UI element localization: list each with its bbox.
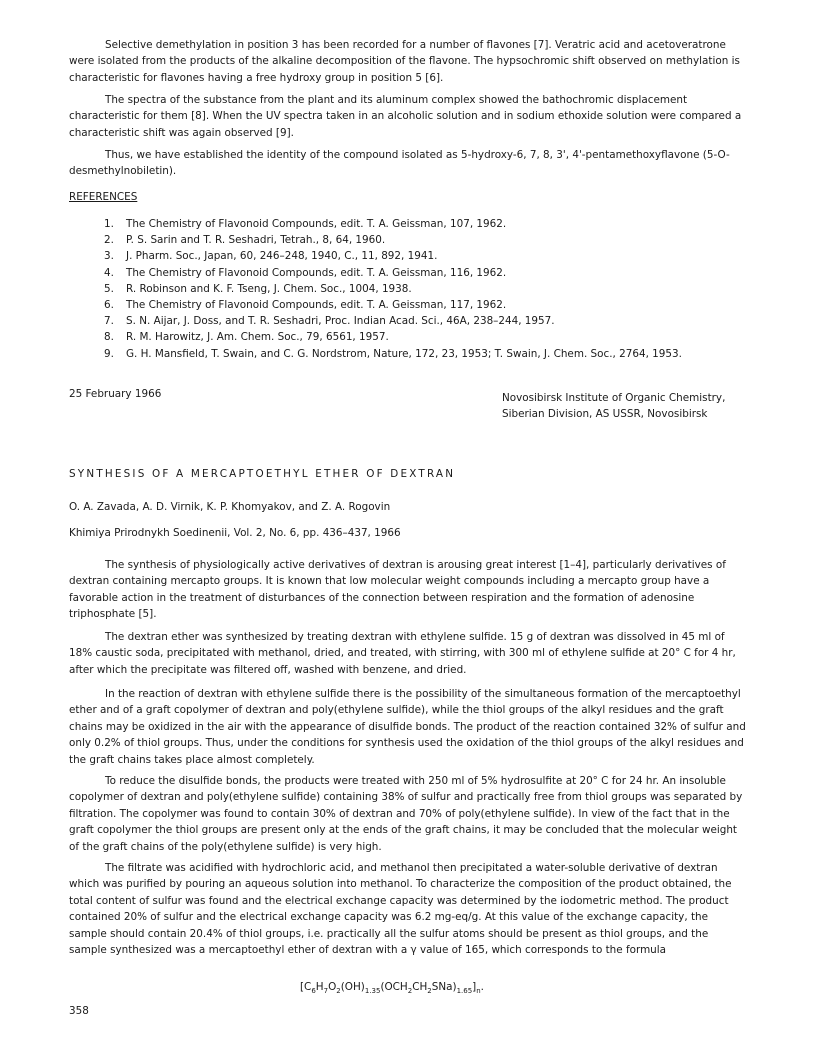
affiliation-line-2: Siberian Division, AS USSR, Novosibirsk: [502, 408, 708, 421]
reference-item: 1. The Chemistry of Flavonoid Compounds, edit. T. A. Geissman, 107, 1962.: [104, 218, 507, 230]
received-date: 25 February 1966: [69, 388, 162, 400]
references-heading: REFERENCES: [69, 191, 138, 203]
affiliation-line-1: Novosibirsk Institute of Organic Chemistry,: [502, 392, 726, 404]
article-journal-citation: Khimiya Prirodnykh Soedinenii, Vol. 2, No. 6, pp. 436–437, 1966: [69, 527, 401, 539]
article-paragraph-4: To reduce the disulfide bonds, the products were treated with 250 ml of 5% hydrosulfite at 20° C for 24 hr. An insoluble copolymer of dextran and poly(ethylene sulfide) containing 38% of sulfur and practically free from thiol groups was separated by filtration. The copolymer was found to contain 30% of dextran and 70% of poly(ethylene sulfide). In view of the fact that in the graft copolymer the thiol groups are present only at the ends of the graft chains, it may be concluded that the molecular weight of the graft chains of the poly(ethylene sulfide) is very high.: [69, 775, 743, 853]
article-authors: O. A. Zavada, A. D. Virnik, K. P. Khomyakov, and Z. A. Rogovin: [69, 501, 391, 513]
article-paragraph-3: In the reaction of dextran with ethylene sulfide there is the possibility of the simultaneous formation of the mercaptoethyl ether and of a graft copolymer of dextran and poly(ethylene sulfide), while the thiol groups of the alkyl residues and the graft chains may be oxidized in the air with the appearance of disulfide bonds. The product of the reaction contained 32% of sulfur and only 0.2% of thiol groups. Thus, under the conditions for synthesis used the oxidation of the thiol groups of the alkyl residues and the graft chains takes place almost completely.: [69, 688, 746, 766]
article-paragraph-2: The dextran ether was synthesized by treating dextran with ethylene sulfide. 15 g of dextran was dissolved in 45 ml of 18% caustic soda, precipitated with methanol, dried, and treated, with stirring, with 300 ml of ethylene sulfide at 20° C for 4 hr, after which the precipitate was filtered off, washed with benzene, and dried.: [69, 631, 736, 676]
article-paragraph-5: The filtrate was acidified with hydrochloric acid, and methanol then precipitated a water-soluble derivative of dextran which was purified by pouring an aqueous solution into methanol. To characterize the composition of the product obtained, the total content of sulfur was found and the electrical exchange capacity was determined by the iodometric method. The product contained 20% of sulfur and the electrical exchange capacity was 6.2 mg-eq/g. At this value of the exchange capacity, the sample should contain 20.4% of thiol groups, i.e. practically all the sulfur atoms should be present as thiol groups, and the sample synthesized was a mercaptoethyl ether of dextran with a γ value of 165, which corresponds to the formula: [69, 862, 732, 957]
reference-item: 5. R. Robinson and K. F. Tseng, J. Chem. Soc., 1004, 1938.: [104, 282, 412, 295]
page-number: 358: [69, 1005, 89, 1017]
article-title: SYNTHESIS OF A MERCAPTOETHYL ETHER OF DEXTRAN: [69, 468, 456, 480]
prev-paragraph-1: Selective demethylation in position 3 has been recorded for a number of flavones [7]. Veratric acid and acetoveratrone were isolated from the products of the alkaline decomposition of the flavone. The hypsochromic shift observed on methylation is characteristic for flavones having a free hydroxy group in position 5 [6].: [69, 39, 740, 84]
chemical-formula: $[C_6H_7O_2(OH)_{1.35}(OCH_2CH_2SNa)_{1.65}]_n$.: [300, 981, 484, 996]
reference-item: 2. P. S. Sarin and T. R. Seshadri, Tetrah., 8, 64, 1960.: [104, 234, 386, 247]
reference-item: 6. The Chemistry of Flavonoid Compounds, edit. T. A. Geissman, 117, 1962.: [104, 299, 507, 312]
references-list: [69, 216, 749, 362]
reference-item: 7. S. N. Aijar, J. Doss, and T. R. Seshadri, Proc. Indian Acad. Sci., 46A, 238–244, 1957.: [104, 315, 555, 328]
article-paragraph-1: The synthesis of physiologically active derivatives of dextran is arousing great interest [1–4], particularly derivatives of dextran containing mercapto groups. It is known that low molecular weight compounds including a mercapto group have a favorable action in the treatment of disturbances of the connection between respiration and the formation of adenosine triphosphate [5].: [69, 559, 726, 621]
affiliation: [502, 390, 725, 423]
reference-item: 4. The Chemistry of Flavonoid Compounds, edit. T. A. Geissman, 116, 1962.: [104, 266, 507, 279]
prev-paragraph-2: The spectra of the substance from the plant and its aluminum complex showed the bathochromic displacement characteristic for them [8]. When the UV spectra taken in an alcoholic solution and in sodium ethoxide solution were compared a characteristic shift was again observed [9].: [69, 94, 742, 139]
reference-item: 3. J. Pharm. Soc., Japan, 60, 246–248, 1940, C., 11, 892, 1941.: [104, 250, 438, 263]
reference-item: 8. R. M. Harowitz, J. Am. Chem. Soc., 79, 6561, 1957.: [104, 331, 389, 344]
prev-paragraph-3: Thus, we have established the identity of the compound isolated as 5-hydroxy-6, 7, 8, 3', 4'-pentamethoxyflavone (5-O-desmethylnobiletin).: [69, 149, 730, 178]
reference-item: 9. G. H. Mansfield, T. Swain, and C. G. Nordstrom, Nature, 172, 23, 1953; T. Swain, J. Chem. Soc., 2764, 1953.: [104, 347, 682, 360]
